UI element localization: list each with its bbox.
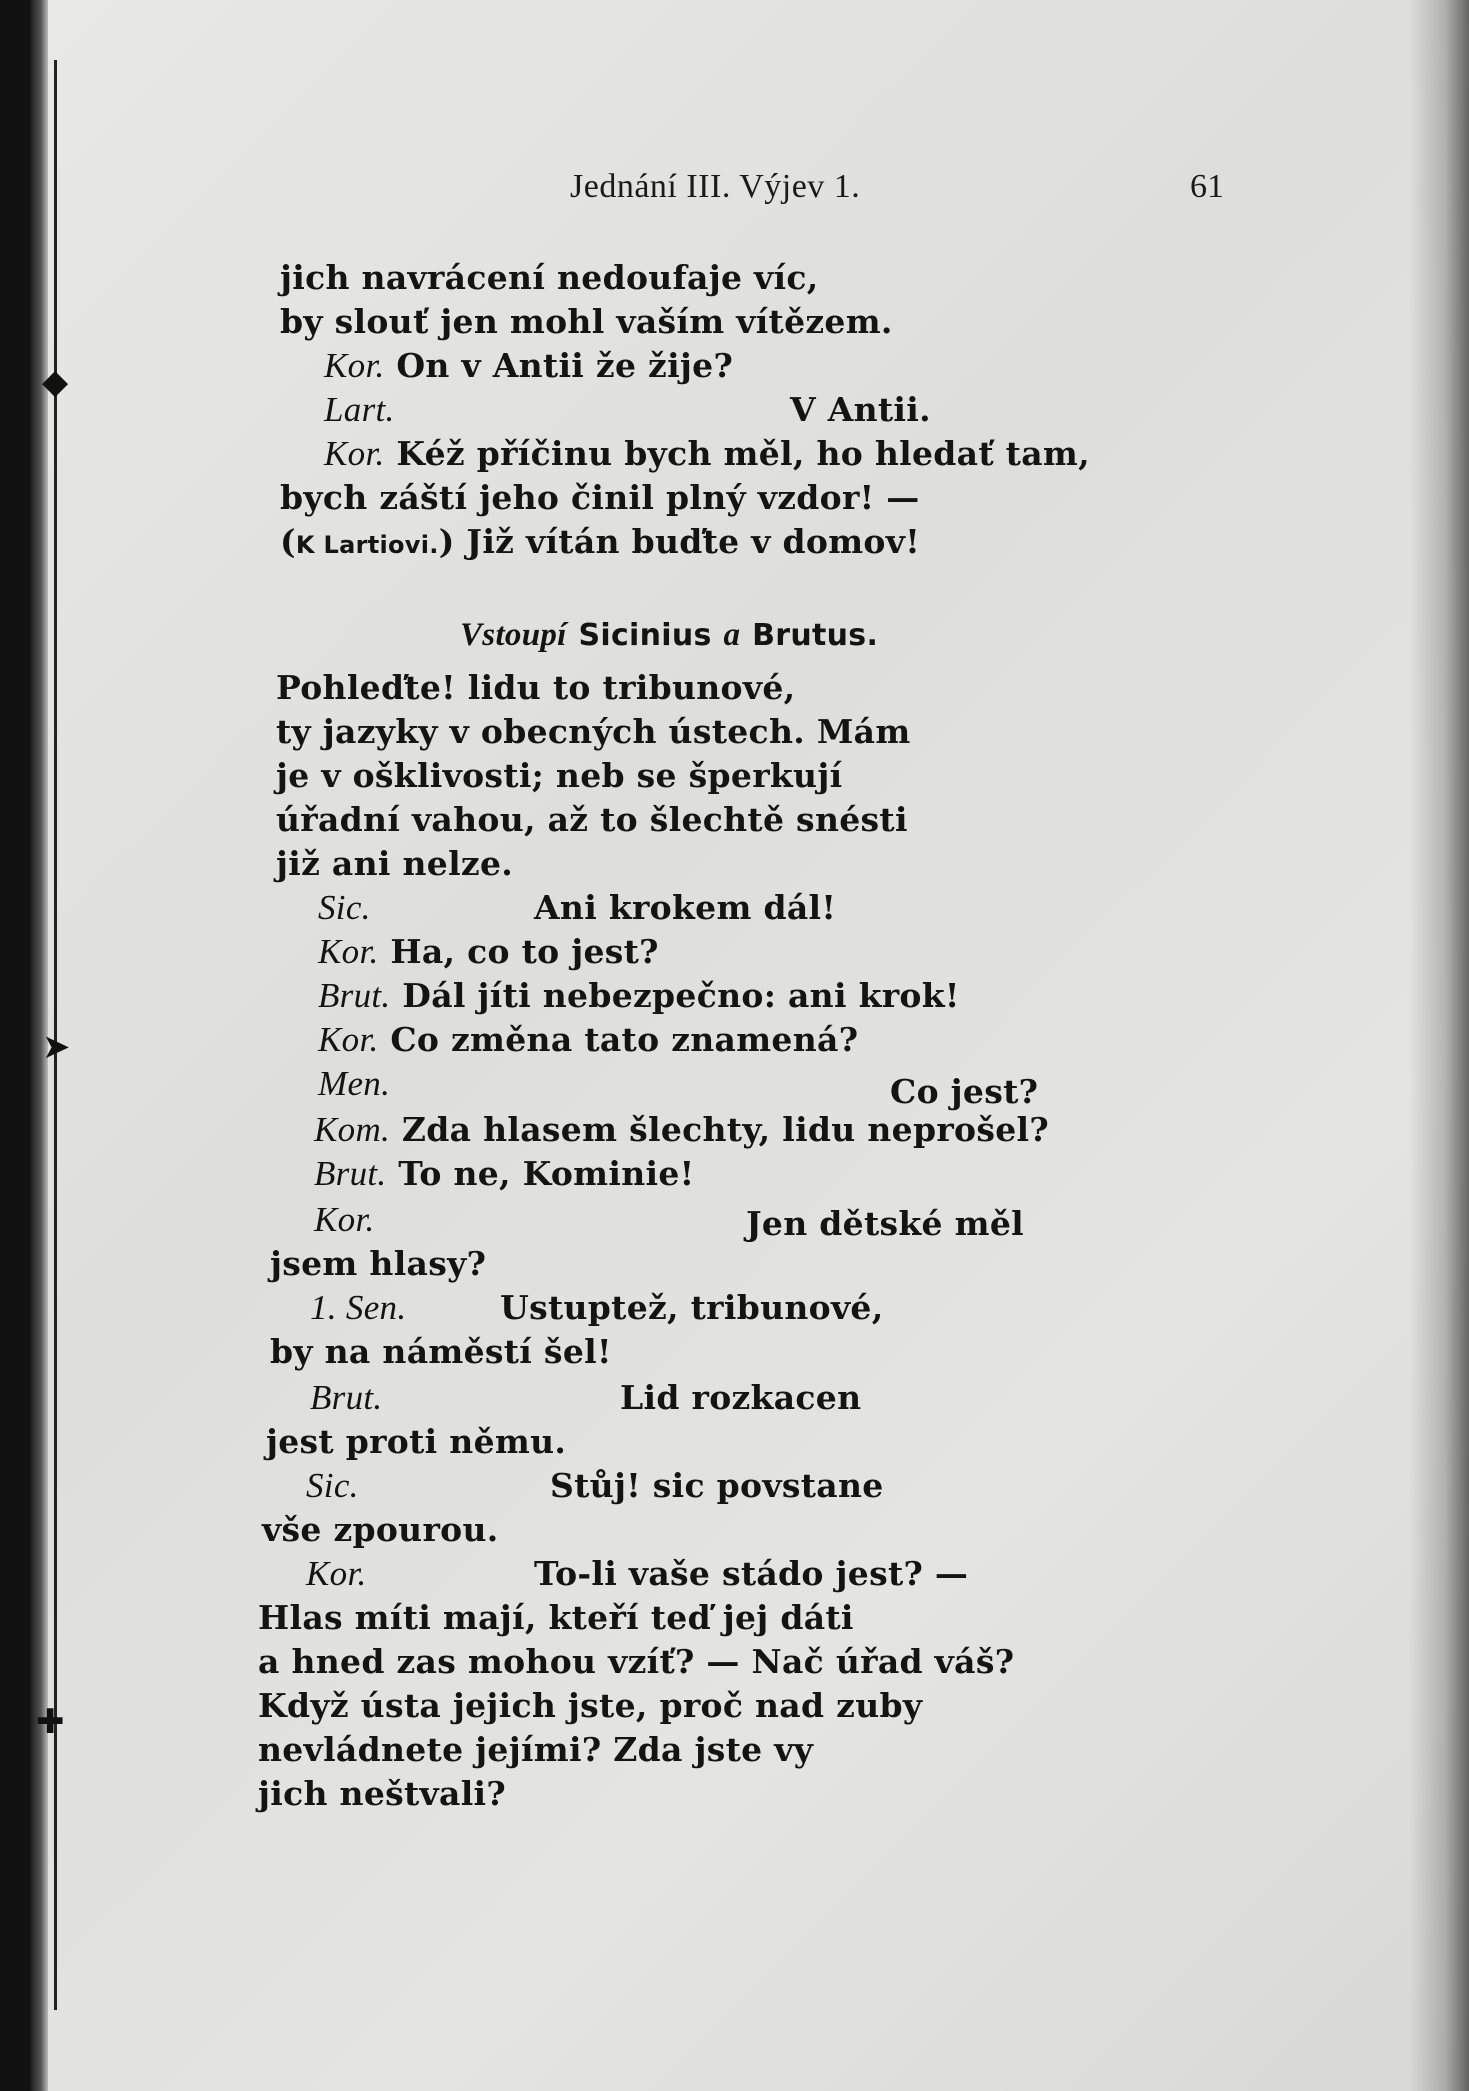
verse-line bbox=[306, 1466, 359, 1506]
speaker-label: Sic. bbox=[318, 888, 371, 927]
verse-line: úřadní vahou, až to šlechtě snésti bbox=[276, 800, 908, 839]
verse-line bbox=[324, 346, 733, 386]
line-text: Ha, co to jest? bbox=[390, 932, 659, 971]
page-number: 61 bbox=[1190, 168, 1224, 205]
page-shadow-edge bbox=[1409, 0, 1469, 2091]
margin-mark-icon: ◆ bbox=[42, 362, 69, 402]
verse-line bbox=[318, 1020, 858, 1060]
verse-line bbox=[314, 1200, 375, 1240]
speaker-label: Kor. bbox=[306, 1554, 367, 1593]
verse-line bbox=[324, 390, 395, 430]
line-text: On v Antii že žije? bbox=[396, 346, 734, 385]
verse-line: ty jazyky v obecných ústech. Mám bbox=[276, 712, 911, 751]
line-text: To-li vaše stádo jest? — bbox=[534, 1554, 969, 1593]
verse-line bbox=[280, 522, 920, 561]
stage-direction-inline: K Lartiovi. bbox=[295, 531, 439, 559]
verse-line bbox=[318, 888, 371, 928]
speaker-label: Kor. bbox=[324, 434, 385, 473]
line-text: Ani krokem dál! bbox=[534, 888, 837, 927]
speaker-label: Kor. bbox=[324, 346, 385, 385]
verse-line bbox=[306, 1554, 367, 1594]
speaker-label: Kor. bbox=[314, 1200, 375, 1239]
verse-line: již ani nelze. bbox=[276, 844, 514, 883]
verse-line bbox=[310, 1288, 406, 1328]
running-head: Jednání III. Výjev 1. bbox=[570, 168, 861, 205]
line-text: Zda hlasem šlechty, lidu neprošel? bbox=[401, 1110, 1049, 1149]
verse-line bbox=[314, 1154, 694, 1194]
speaker-label: Sic. bbox=[306, 1466, 359, 1505]
verse-line: by na náměstí šel! bbox=[270, 1332, 612, 1371]
verse-line bbox=[310, 1378, 382, 1418]
verse-line: a hned zas mohou vzíť? — Nač úřad váš? bbox=[258, 1642, 1015, 1681]
margin-mark-icon: ➤ bbox=[42, 1027, 71, 1067]
speaker-label: Kor. bbox=[318, 932, 379, 971]
line-text: Co jest? bbox=[890, 1072, 1039, 1111]
line-text: V Antii. bbox=[790, 390, 931, 429]
line-text: Stůj! sic povstane bbox=[550, 1466, 884, 1505]
verse-line: Pohleďte! lidu to tribunové, bbox=[276, 668, 796, 707]
speaker-label: Brut. bbox=[318, 976, 391, 1015]
line-text: Lid rozkacen bbox=[620, 1378, 862, 1417]
verse-line: jich navrácení nedoufaje víc, bbox=[280, 258, 819, 297]
verse-line bbox=[318, 976, 960, 1016]
verse-line: jich neštvali? bbox=[258, 1774, 507, 1813]
stage-name: Sicinius bbox=[578, 618, 712, 653]
speaker-label: Brut. bbox=[314, 1154, 387, 1193]
speaker-label: 1. Sen. bbox=[310, 1288, 407, 1327]
stage-verb: Vstoupí bbox=[460, 617, 567, 653]
verse-line bbox=[314, 1110, 1049, 1150]
stage-direction bbox=[460, 614, 878, 654]
verse-line bbox=[318, 932, 659, 972]
speaker-label: Lart. bbox=[324, 390, 395, 429]
stage-conjunction: a bbox=[723, 617, 741, 653]
speaker-label: Brut. bbox=[310, 1378, 383, 1417]
line-text: Jen dětské měl bbox=[746, 1204, 1024, 1243]
margin-mark-icon: ✚ bbox=[36, 1702, 65, 1742]
verse-line bbox=[318, 1064, 390, 1104]
verse-line: nevládnete jejími? Zda jste vy bbox=[258, 1730, 814, 1769]
verse-line: Když ústa jejich jste, proč nad zuby bbox=[258, 1686, 923, 1725]
book-page bbox=[30, 0, 1469, 2091]
verse-line: jest proti němu. bbox=[266, 1422, 567, 1461]
speaker-label: Kor. bbox=[318, 1020, 379, 1059]
line-text: To ne, Kominie! bbox=[398, 1154, 695, 1193]
verse-line: Hlas míti mají, kteří teď jej dáti bbox=[258, 1598, 854, 1637]
verse-line: by slouť jen mohl vaším vítězem. bbox=[280, 302, 893, 341]
line-text: Kéž příčinu bych měl, ho hledať tam, bbox=[396, 434, 1090, 473]
paren-open: ( bbox=[280, 522, 296, 561]
line-text: Ustuptež, tribunové, bbox=[500, 1288, 884, 1327]
line-text: Dál jíti nebezpečno: ani krok! bbox=[402, 976, 960, 1015]
verse-line: bych záští jeho činil plný vzdor! — bbox=[280, 478, 920, 517]
paren-close: ) bbox=[438, 522, 455, 561]
line-text: Co změna tato znamená? bbox=[390, 1020, 859, 1059]
speaker-label: Men. bbox=[318, 1064, 391, 1103]
verse-line bbox=[324, 434, 1090, 474]
stage-name: Brutus. bbox=[752, 618, 879, 653]
verse-line: je v ošklivosti; neb se šperkují bbox=[276, 756, 843, 795]
line-text: Již vítán buďte v domov! bbox=[466, 522, 921, 561]
verse-line: jsem hlasy? bbox=[270, 1244, 487, 1283]
speaker-label: Kom. bbox=[314, 1110, 391, 1149]
verse-line: vše zpourou. bbox=[262, 1510, 499, 1549]
